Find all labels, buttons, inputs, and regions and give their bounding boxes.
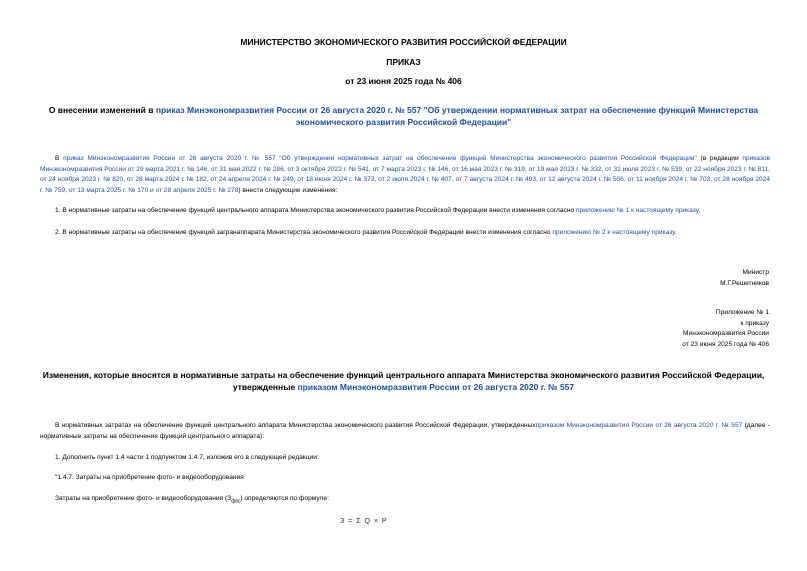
order-title [40, 105, 767, 128]
q1-end: (далее - нормативные затраты на обеспечение функций центрального аппарата): [40, 422, 770, 440]
formula: З = Σ Q × P [340, 518, 388, 525]
signature-block [720, 268, 769, 289]
q1-link[interactable]: приказом Минэкономразвития России от 26 августа 2020 г. № 557 [535, 422, 743, 429]
doc-date: от 23 июня 2025 года № 406 [345, 76, 462, 86]
p2-link-appendix-1[interactable]: приложению № 1 к настоящему приказу [575, 207, 699, 214]
q4-text-b: ) определяются по формуле: [240, 495, 329, 502]
appendix-line-2: к приказу [740, 319, 769, 327]
order-title-prefix: О внесении изменений в [48, 105, 156, 115]
appendix-header [682, 308, 769, 350]
p3-end: . [674, 229, 677, 236]
p1-link-order[interactable]: приказ Минэкономразвития России от 26 августа 2020 г. № 557 "Об утверждении нормативных затрат на обеспечение функций Министерства экономического развития Российской Федерации" [63, 155, 697, 162]
q1-text: В нормативных затратах на обеспечение функций центрального аппарата Министерства экономического развития Российской Федерации, утвержденных [55, 422, 536, 429]
appendix-line-4: от 23 июня 2025 года № 406 [682, 340, 769, 348]
order-title-link[interactable]: приказ Минэкономразвития России от 26 августа 2020 г. № 557 "Об утверждении нормативных затрат на обеспечение функций Министерства экономического развития Российской Федерации" [155, 105, 759, 127]
p2-end: . [698, 207, 701, 214]
appendix-paragraph-4 [40, 494, 770, 507]
p2-text: 1. В нормативные затраты на обеспечение функций центрального аппарата Министерства экономического развития Российской Федерации внести изменения согласно [55, 207, 576, 214]
appendix-line-3: Минэкономразвития России [683, 330, 769, 337]
appendix-paragraph-2 [40, 453, 770, 464]
body-paragraph-1 [40, 154, 770, 196]
body-paragraph-2 [40, 206, 770, 217]
p3-text: 2. В нормативные затраты на обеспечение функций загранаппарата Министерства экономического развития Российской Федерации внести изменения согласно [55, 229, 553, 236]
ministry-heading: МИНИСТЕРСТВО ЭКОНОМИЧЕСКОГО РАЗВИТИЯ РОССИЙСКОЙ ФЕДЕРАЦИИ [240, 37, 567, 47]
p1-mid: (в редакции [696, 155, 743, 162]
signature-role: Министр [742, 269, 769, 276]
q4-subscript: фвс [231, 498, 241, 505]
appendix-title-prefix: Изменения, которые вносятся в нормативные затраты на обеспечение функций центрального аппарата Министерства экономического развития Российской Федерации, утвержденные [42, 370, 765, 392]
q4-symbol: З [227, 495, 232, 502]
signature-name: М.Г.Решетников [720, 279, 769, 287]
q4-text-a: Затраты на приобретение фото- и видеооборудования ( [55, 495, 228, 502]
p1-start: В [55, 155, 64, 162]
appendix-paragraph-1 [40, 421, 770, 442]
body-paragraph-3 [40, 228, 770, 239]
p1-end: ) внести следующие изменения: [238, 186, 338, 194]
p1-link-amendments[interactable]: приказов Минэкономразвития России от 29 марта 2021 г. № 146, от 31 мая 2022 г. № 286, от 3 октября 2022 г. № 541, от 7 марта 2023 г. № 146, от 16 мая 2023 г. № 319, от 19 мая 2023 г. № 332, от 31 июля 2023 г. № 539, от 22 ноября 2023 г. № 811, от 24 ноября 2023 г. № 820, от 28 марта 2024 г. № 182, от 24 апреля 2024 г. № 249, от 18 июня 2024 г. № 373, от 2 июля 2024 г. № 407, от 7 августа 2024 г. № 493, от 12 августа 2024 г. № 506, от 11 ноября 2024 г. № 703, от 28 ноября 2024 г. № 759, от 13 марта 2025 г. № 170 и от 28 апреля 2025 г. № 278 [40, 155, 770, 194]
appendix-title-link[interactable]: приказом Минэкономразвития России от 26 августа 2020 г. № 557 [297, 381, 575, 392]
appendix-line-1: Приложение № 1 [715, 309, 769, 316]
q2-text: 1. Дополнить пункт 1.4 части 1 подпунктом 1.4.7, изложив его в следующей редакции: [55, 454, 319, 461]
q3-text: "1.4.7. Затраты на приобретение фото- и видеооборудования [55, 474, 244, 481]
appendix-title [40, 370, 767, 393]
p3-link-appendix-2[interactable]: приложению № 2 к настоящему приказу [552, 229, 675, 236]
doc-type-heading: ПРИКАЗ [386, 57, 421, 67]
appendix-paragraph-3 [40, 473, 770, 484]
